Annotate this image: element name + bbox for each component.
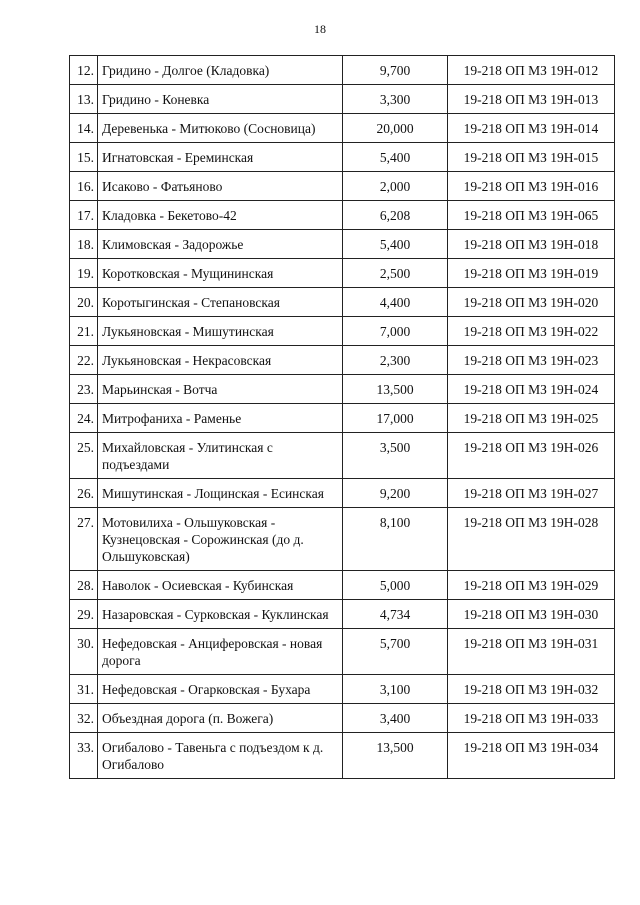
road-code-cell: 19-218 ОП МЗ 19Н-026 xyxy=(448,433,615,479)
row-number-cell: 19. xyxy=(70,259,98,288)
table-row xyxy=(70,114,615,143)
road-name-cell: Деревенька - Митюково (Сосновица) xyxy=(98,114,343,143)
road-name-cell: Митрофаниха - Раменье xyxy=(98,404,343,433)
row-number-cell: 14. xyxy=(70,114,98,143)
road-length-cell: 3,300 xyxy=(343,85,448,114)
road-code-cell: 19-218 ОП МЗ 19Н-015 xyxy=(448,143,615,172)
road-name-cell: Мишутинская - Лощинская - Есинская xyxy=(98,479,343,508)
road-code-cell: 19-218 ОП МЗ 19Н-024 xyxy=(448,375,615,404)
row-number-cell: 30. xyxy=(70,629,98,675)
road-length-cell: 9,700 xyxy=(343,56,448,85)
table-row xyxy=(70,404,615,433)
road-name-cell: Наволок - Осиевская - Кубинская xyxy=(98,571,343,600)
road-length-cell: 20,000 xyxy=(343,114,448,143)
road-length-cell: 2,000 xyxy=(343,172,448,201)
road-length-cell: 3,100 xyxy=(343,675,448,704)
row-number-cell: 31. xyxy=(70,675,98,704)
table-row xyxy=(70,675,615,704)
road-length-cell: 4,400 xyxy=(343,288,448,317)
table-row xyxy=(70,571,615,600)
table-row xyxy=(70,508,615,571)
road-length-cell: 6,208 xyxy=(343,201,448,230)
road-length-cell: 9,200 xyxy=(343,479,448,508)
road-code-cell: 19-218 ОП МЗ 19Н-032 xyxy=(448,675,615,704)
road-name-cell: Михайловская - Улитинская с подъездами xyxy=(98,433,343,479)
row-number-cell: 17. xyxy=(70,201,98,230)
road-length-cell: 8,100 xyxy=(343,508,448,571)
table-row xyxy=(70,172,615,201)
road-length-cell: 13,500 xyxy=(343,733,448,779)
road-code-cell: 19-218 ОП МЗ 19Н-065 xyxy=(448,201,615,230)
road-code-cell: 19-218 ОП МЗ 19Н-030 xyxy=(448,600,615,629)
road-name-cell: Кладовка - Бекетово-42 xyxy=(98,201,343,230)
road-length-cell: 13,500 xyxy=(343,375,448,404)
road-length-cell: 5,000 xyxy=(343,571,448,600)
table-row xyxy=(70,600,615,629)
table-row xyxy=(70,143,615,172)
road-name-cell: Назаровская - Сурковская - Куклинская xyxy=(98,600,343,629)
page-number: 18 xyxy=(314,22,326,36)
road-code-cell: 19-218 ОП МЗ 19Н-028 xyxy=(448,508,615,571)
road-code-cell: 19-218 ОП МЗ 19Н-033 xyxy=(448,704,615,733)
row-number-cell: 28. xyxy=(70,571,98,600)
road-name-cell: Гридино - Долгое (Кладовка) xyxy=(98,56,343,85)
row-number-cell: 20. xyxy=(70,288,98,317)
table-row xyxy=(70,259,615,288)
table-row xyxy=(70,479,615,508)
row-number-cell: 12. xyxy=(70,56,98,85)
row-number-cell: 24. xyxy=(70,404,98,433)
road-name-cell: Коротыгинская - Степановская xyxy=(98,288,343,317)
row-number-cell: 16. xyxy=(70,172,98,201)
table-row xyxy=(70,704,615,733)
road-length-cell: 3,500 xyxy=(343,433,448,479)
row-number-cell: 32. xyxy=(70,704,98,733)
road-name-cell: Климовская - Задорожье xyxy=(98,230,343,259)
road-length-cell: 5,700 xyxy=(343,629,448,675)
road-name-cell: Исаково - Фатьяново xyxy=(98,172,343,201)
row-number-cell: 23. xyxy=(70,375,98,404)
road-code-cell: 19-218 ОП МЗ 19Н-029 xyxy=(448,571,615,600)
road-name-cell: Огибалово - Тавеньга с подъездом к д. Огибалово xyxy=(98,733,343,779)
road-name-cell: Нефедовская - Огарковская - Бухара xyxy=(98,675,343,704)
road-code-cell: 19-218 ОП МЗ 19Н-016 xyxy=(448,172,615,201)
row-number-cell: 13. xyxy=(70,85,98,114)
row-number-cell: 27. xyxy=(70,508,98,571)
table-row xyxy=(70,629,615,675)
table-row xyxy=(70,375,615,404)
table-row xyxy=(70,288,615,317)
row-number-cell: 33. xyxy=(70,733,98,779)
row-number-cell: 29. xyxy=(70,600,98,629)
row-number-cell: 21. xyxy=(70,317,98,346)
road-length-cell: 3,400 xyxy=(343,704,448,733)
road-length-cell: 5,400 xyxy=(343,230,448,259)
road-name-cell: Гридино - Коневка xyxy=(98,85,343,114)
road-code-cell: 19-218 ОП МЗ 19Н-018 xyxy=(448,230,615,259)
table-row xyxy=(70,230,615,259)
road-code-cell: 19-218 ОП МЗ 19Н-022 xyxy=(448,317,615,346)
row-number-cell: 22. xyxy=(70,346,98,375)
road-name-cell: Мотовилиха - Ольшуковская - Кузнецовская - Сорожинская (до д. Ольшуковская) xyxy=(98,508,343,571)
road-length-cell: 4,734 xyxy=(343,600,448,629)
road-length-cell: 5,400 xyxy=(343,143,448,172)
row-number-cell: 25. xyxy=(70,433,98,479)
row-number-cell: 15. xyxy=(70,143,98,172)
road-name-cell: Лукьяновская - Мишутинская xyxy=(98,317,343,346)
road-name-cell: Марьинская - Вотча xyxy=(98,375,343,404)
road-length-cell: 17,000 xyxy=(343,404,448,433)
road-name-cell: Лукьяновская - Некрасовская xyxy=(98,346,343,375)
table-row xyxy=(70,733,615,779)
road-code-cell: 19-218 ОП МЗ 19Н-012 xyxy=(448,56,615,85)
table-row xyxy=(70,201,615,230)
road-code-cell: 19-218 ОП МЗ 19Н-027 xyxy=(448,479,615,508)
row-number-cell: 26. xyxy=(70,479,98,508)
roads-table-body xyxy=(70,56,615,779)
road-code-cell: 19-218 ОП МЗ 19Н-019 xyxy=(448,259,615,288)
table-row xyxy=(70,85,615,114)
road-code-cell: 19-218 ОП МЗ 19Н-013 xyxy=(448,85,615,114)
road-code-cell: 19-218 ОП МЗ 19Н-031 xyxy=(448,629,615,675)
road-name-cell: Игнатовская - Ереминская xyxy=(98,143,343,172)
road-code-cell: 19-218 ОП МЗ 19Н-034 xyxy=(448,733,615,779)
road-code-cell: 19-218 ОП МЗ 19Н-025 xyxy=(448,404,615,433)
road-code-cell: 19-218 ОП МЗ 19Н-020 xyxy=(448,288,615,317)
road-length-cell: 7,000 xyxy=(343,317,448,346)
road-code-cell: 19-218 ОП МЗ 19Н-014 xyxy=(448,114,615,143)
road-length-cell: 2,300 xyxy=(343,346,448,375)
row-number-cell: 18. xyxy=(70,230,98,259)
table-row xyxy=(70,317,615,346)
road-name-cell: Коротковская - Мущининская xyxy=(98,259,343,288)
roads-table xyxy=(69,55,615,779)
road-length-cell: 2,500 xyxy=(343,259,448,288)
table-row xyxy=(70,433,615,479)
table-row xyxy=(70,56,615,85)
table-row xyxy=(70,346,615,375)
road-code-cell: 19-218 ОП МЗ 19Н-023 xyxy=(448,346,615,375)
road-name-cell: Нефедовская - Анциферовская - новая дорога xyxy=(98,629,343,675)
road-name-cell: Объездная дорога (п. Вожега) xyxy=(98,704,343,733)
